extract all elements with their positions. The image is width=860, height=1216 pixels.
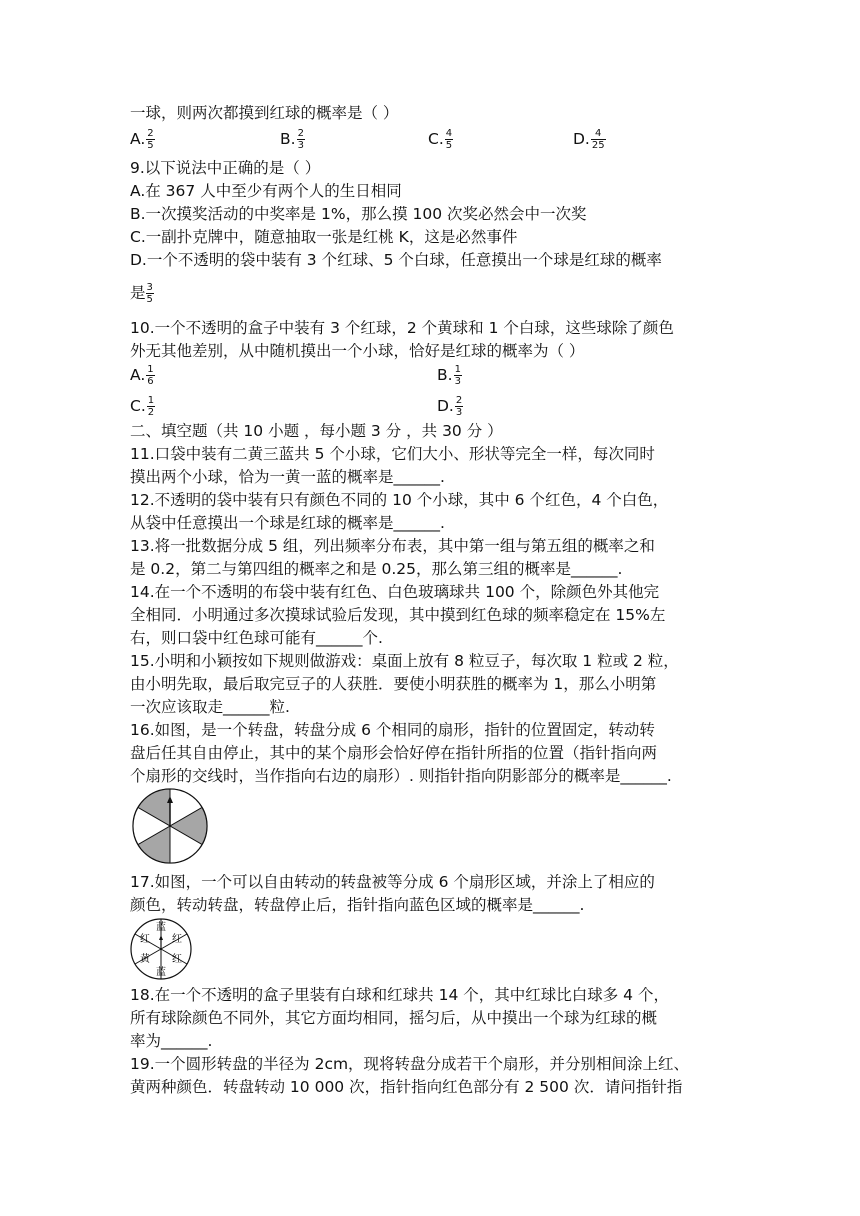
q14-line2: 全相同．小明通过多次摸球试验后发现，其中摸到红色球的频率稳定在 15%左 xyxy=(130,606,666,624)
q17-line2: 颜色，转动转盘，转盘停止后，指针指向蓝色区域的概率是______. xyxy=(130,896,585,914)
q10-option-d: D. $\frac{2}{3}$ xyxy=(437,395,463,418)
q13-line1: 13.将一批数据分成 5 组，列出频率分布表，其中第一组与第五组的概率之和 xyxy=(130,537,655,555)
q14-line1: 14.在一个不透明的布袋中装有红色、白色玻璃球共 100 个，除颜色外其他完 xyxy=(130,583,660,601)
section-heading: 二、填空题（共 10 小题 ，每小题 3 分 ，共 30 分 ） xyxy=(130,422,503,440)
spinner-figure-q17 xyxy=(129,918,193,980)
fraction: $\frac{2}{3}$ xyxy=(455,395,463,418)
sector-label: 黄 xyxy=(140,954,150,965)
option-letter: C. xyxy=(428,130,444,148)
q8-option-b xyxy=(280,128,305,151)
fraction: $\frac{2}{3}$ xyxy=(297,128,304,151)
sector-label: 红 xyxy=(172,954,182,965)
q9-stem: 9.以下说法中正确的是（ ） xyxy=(130,159,321,177)
sector-label: 蓝 xyxy=(156,922,166,933)
fraction: $\frac{1}{6}$ xyxy=(147,364,154,387)
q13-line2: 是 0.2，第二与第四组的概率之和是 0.25，那么第三组的概率是______. xyxy=(130,560,623,578)
sector-label: 蓝 xyxy=(156,967,166,978)
option-letter: D. xyxy=(573,130,590,148)
fraction: $\frac{3}{5}$ xyxy=(146,282,153,305)
q19-line2: 黄两种颜色．转盘转动 10 000 次，指针指向红色部分有 2 500 次．请问指针指 xyxy=(130,1078,683,1096)
q16-line3: 个扇形的交线时，当作指向右边的扇形）. 则指针指向阴影部分的概率是______. xyxy=(130,767,672,785)
q12-line2: 从袋中任意摸出一个球是红球的概率是______. xyxy=(130,514,445,532)
q15-line2: 由小明先取，最后取完豆子的人获胜．要使小明获胜的概率为 1，那么小明第 xyxy=(130,675,657,693)
q15-line1: 15.小明和小颖按如下规则做游戏：桌面上放有 8 粒豆子，每次取 1 粒或 2 粒， xyxy=(130,652,679,670)
sector-label: 红 xyxy=(140,934,150,945)
q11-line1: 11.口袋中装有二黄三蓝共 5 个小球，它们大小、形状等完全一样，每次同时 xyxy=(130,445,655,463)
q18-line1: 18.在一个不透明的盒子里装有白球和红球共 14 个，其中红球比白球多 4 个， xyxy=(130,986,669,1004)
fraction: $\frac{1}{2}$ xyxy=(147,395,155,418)
fraction: $\frac{4}{5}$ xyxy=(445,128,453,151)
q9-option-d-line1: D.一个不透明的袋中装有 3 个红球、5 个白球，任意摸出一个球是红球的概率 xyxy=(130,251,662,269)
q10-option-b: B. $\frac{1}{3}$ xyxy=(437,364,461,387)
q8-tail: 一球，则两次都摸到红球的概率是（ ） xyxy=(130,104,399,122)
q19-line1: 19.一个圆形转盘的半径为 2cm，现将转盘分成若干个扇形，并分别相间涂上红、 xyxy=(130,1055,690,1073)
q8-option-d xyxy=(573,128,606,151)
sector-label: 红 xyxy=(172,934,182,945)
q12-line1: 12.不透明的袋中装有只有颜色不同的 10 个小球，其中 6 个红色，4 个白色， xyxy=(130,491,669,509)
fraction: $\frac{2}{5}$ xyxy=(147,128,154,151)
q10-option-c: C. $\frac{1}{2}$ xyxy=(130,395,155,418)
q10-option-a: A. $\frac{1}{6}$ xyxy=(130,364,154,387)
option-letter: A. xyxy=(130,130,146,148)
q14-line3: 右，则口袋中红色球可能有______个. xyxy=(130,629,383,647)
option-letter: B. xyxy=(280,130,296,148)
q9-option-d-line2: 是 $\frac{3}{5}$ xyxy=(130,282,153,305)
q9-option-c: C.一副扑克牌中，随意抽取一张是红桃 K，这是必然事件 xyxy=(130,228,518,246)
q11-line2: 摸出两个小球，恰为一黄一蓝的概率是______. xyxy=(130,468,445,486)
q16-line1: 16.如图，是一个转盘，转盘分成 6 个相同的扇形，指针的位置固定，转动转 xyxy=(130,721,655,739)
q8-option-a xyxy=(130,128,155,151)
q9-option-a: A.在 367 人中至少有两个人的生日相同 xyxy=(130,182,402,200)
q18-line3: 率为______. xyxy=(130,1032,213,1050)
q8-option-c xyxy=(428,128,453,151)
q17-line1: 17.如图，一个可以自由转动的转盘被等分成 6 个扇形区域，并涂上了相应的 xyxy=(130,873,655,891)
q10-stem-line2: 外无其他差别，从中随机摸出一个小球，恰好是红球的概率为（ ） xyxy=(130,342,585,360)
fraction: $\frac{1}{3}$ xyxy=(454,364,461,387)
q18-line2: 所有球除颜色不同外，其它方面均相同，摇匀后，从中摸出一个球为红球的概 xyxy=(130,1009,658,1027)
fraction: $\frac{4}{25}$ xyxy=(591,128,605,151)
q16-line2: 盘后任其自由停止，其中的某个扇形会恰好停在指针所指的位置（指针指向两 xyxy=(130,744,658,762)
q10-stem-line1: 10.一个不透明的盒子中装有 3 个红球，2 个黄球和 1 个白球，这些球除了颜色 xyxy=(130,319,674,337)
q15-line3: 一次应该取走______粒. xyxy=(130,698,290,716)
q9-option-b: B.一次摸奖活动的中奖率是 1%，那么摸 100 次奖必然会中一次奖 xyxy=(130,205,587,223)
spinner-figure-q16 xyxy=(129,788,211,864)
